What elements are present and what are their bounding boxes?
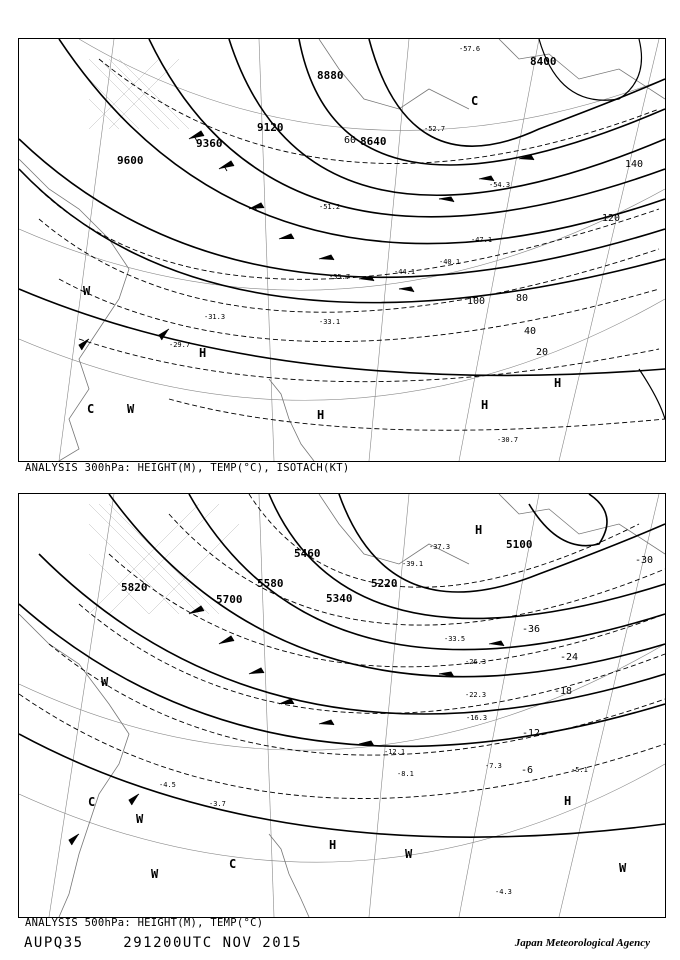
height-label: 5580	[257, 577, 284, 590]
station-temp: -33.5	[444, 635, 466, 643]
height-label: 8400	[530, 55, 557, 68]
station-temp: -30.7	[497, 436, 519, 444]
isotherm-label: -18	[554, 686, 573, 697]
station-temp: -54.3	[489, 181, 511, 189]
isotherm-label: -24	[560, 652, 579, 663]
caption-500hpa: ANALYSIS 500hPa: HEIGHT(M), TEMP(°C)	[25, 917, 264, 929]
height-label: 5700	[216, 593, 243, 606]
station-temp: -44.1	[394, 268, 416, 276]
high-center: H	[475, 523, 483, 537]
isotach-label: 80	[516, 293, 529, 304]
height-label: 5820	[121, 581, 148, 594]
chart-panel-500hpa	[18, 493, 666, 918]
height-label: 9360	[196, 137, 223, 150]
height-label: 9120	[257, 121, 284, 134]
cold-center: C	[87, 402, 95, 416]
analysis-datetime: 291200UTC NOV 2015	[123, 935, 303, 951]
station-temp: -39.1	[402, 560, 424, 568]
station-temp: -26.3	[465, 658, 487, 666]
height-label: 5100	[506, 538, 533, 551]
isotach-label: 120	[602, 213, 621, 224]
warm-center: W	[127, 402, 135, 416]
isotherm-label: -12	[522, 728, 541, 739]
cold-center: C	[471, 94, 479, 108]
chart-identifier	[24, 935, 302, 951]
station-temp: -22.3	[465, 691, 487, 699]
station-temp: -33.1	[319, 318, 341, 326]
station-temp: -51.2	[319, 203, 341, 211]
station-temp: -4.3	[495, 888, 512, 896]
isotach-label: 140	[625, 159, 644, 170]
caption-300hpa: ANALYSIS 300hPa: HEIGHT(M), TEMP(°C), ISOTACH(KT)	[25, 462, 350, 474]
agency-name: Japan Meteorological Agency	[514, 937, 650, 949]
isotach-label: 40	[524, 326, 537, 337]
high-center: H	[554, 376, 562, 390]
height-label: 9600	[117, 154, 144, 167]
product-code: AUPQ35	[24, 935, 84, 951]
isotach-label: 60	[344, 135, 357, 146]
station-temp: -5.1	[571, 766, 588, 774]
station-temp: -4.5	[159, 781, 176, 789]
station-temp: -29.7	[169, 341, 191, 349]
isotherm-label: -6	[521, 765, 534, 776]
station-temp: -31.3	[204, 313, 226, 321]
isotach-label: 100	[467, 296, 486, 307]
station-temp: -16.3	[466, 714, 488, 722]
station-temp: -47.1	[471, 236, 493, 244]
high-center: H	[329, 838, 337, 852]
cold-center: C	[88, 795, 96, 809]
labels-500	[19, 494, 665, 917]
height-label: 8640	[360, 135, 387, 148]
chart-panel-300hpa	[18, 38, 666, 462]
station-temp: -3.7	[209, 800, 226, 808]
warm-center: W	[405, 847, 413, 861]
height-label: 8880	[317, 69, 344, 82]
labels-300	[19, 39, 665, 461]
height-label: 5340	[326, 592, 353, 605]
station-temp: -7.3	[485, 762, 502, 770]
station-temp: -12.1	[384, 748, 406, 756]
high-center: H	[564, 794, 572, 808]
high-center: H	[481, 398, 489, 412]
station-temp: -52.7	[424, 125, 446, 133]
station-temp: -8.1	[397, 770, 414, 778]
warm-center: W	[151, 867, 159, 881]
station-temp: -40.1	[439, 258, 461, 266]
station-temp: -37.3	[429, 543, 451, 551]
isotherm-label: -36	[522, 624, 541, 635]
warm-center: W	[101, 675, 109, 689]
isotach-label: 20	[536, 347, 549, 358]
high-center: H	[317, 408, 325, 422]
height-label: 5220	[371, 577, 398, 590]
station-temp: -35.7	[329, 273, 351, 281]
warm-center: W	[83, 284, 91, 298]
station-temp: -57.6	[459, 45, 481, 53]
warm-center: W	[136, 812, 144, 826]
isotherm-label: -30	[635, 555, 654, 566]
cold-center: C	[229, 857, 237, 871]
high-center: H	[199, 346, 207, 360]
height-label: 5460	[294, 547, 321, 560]
warm-center: W	[619, 861, 627, 875]
